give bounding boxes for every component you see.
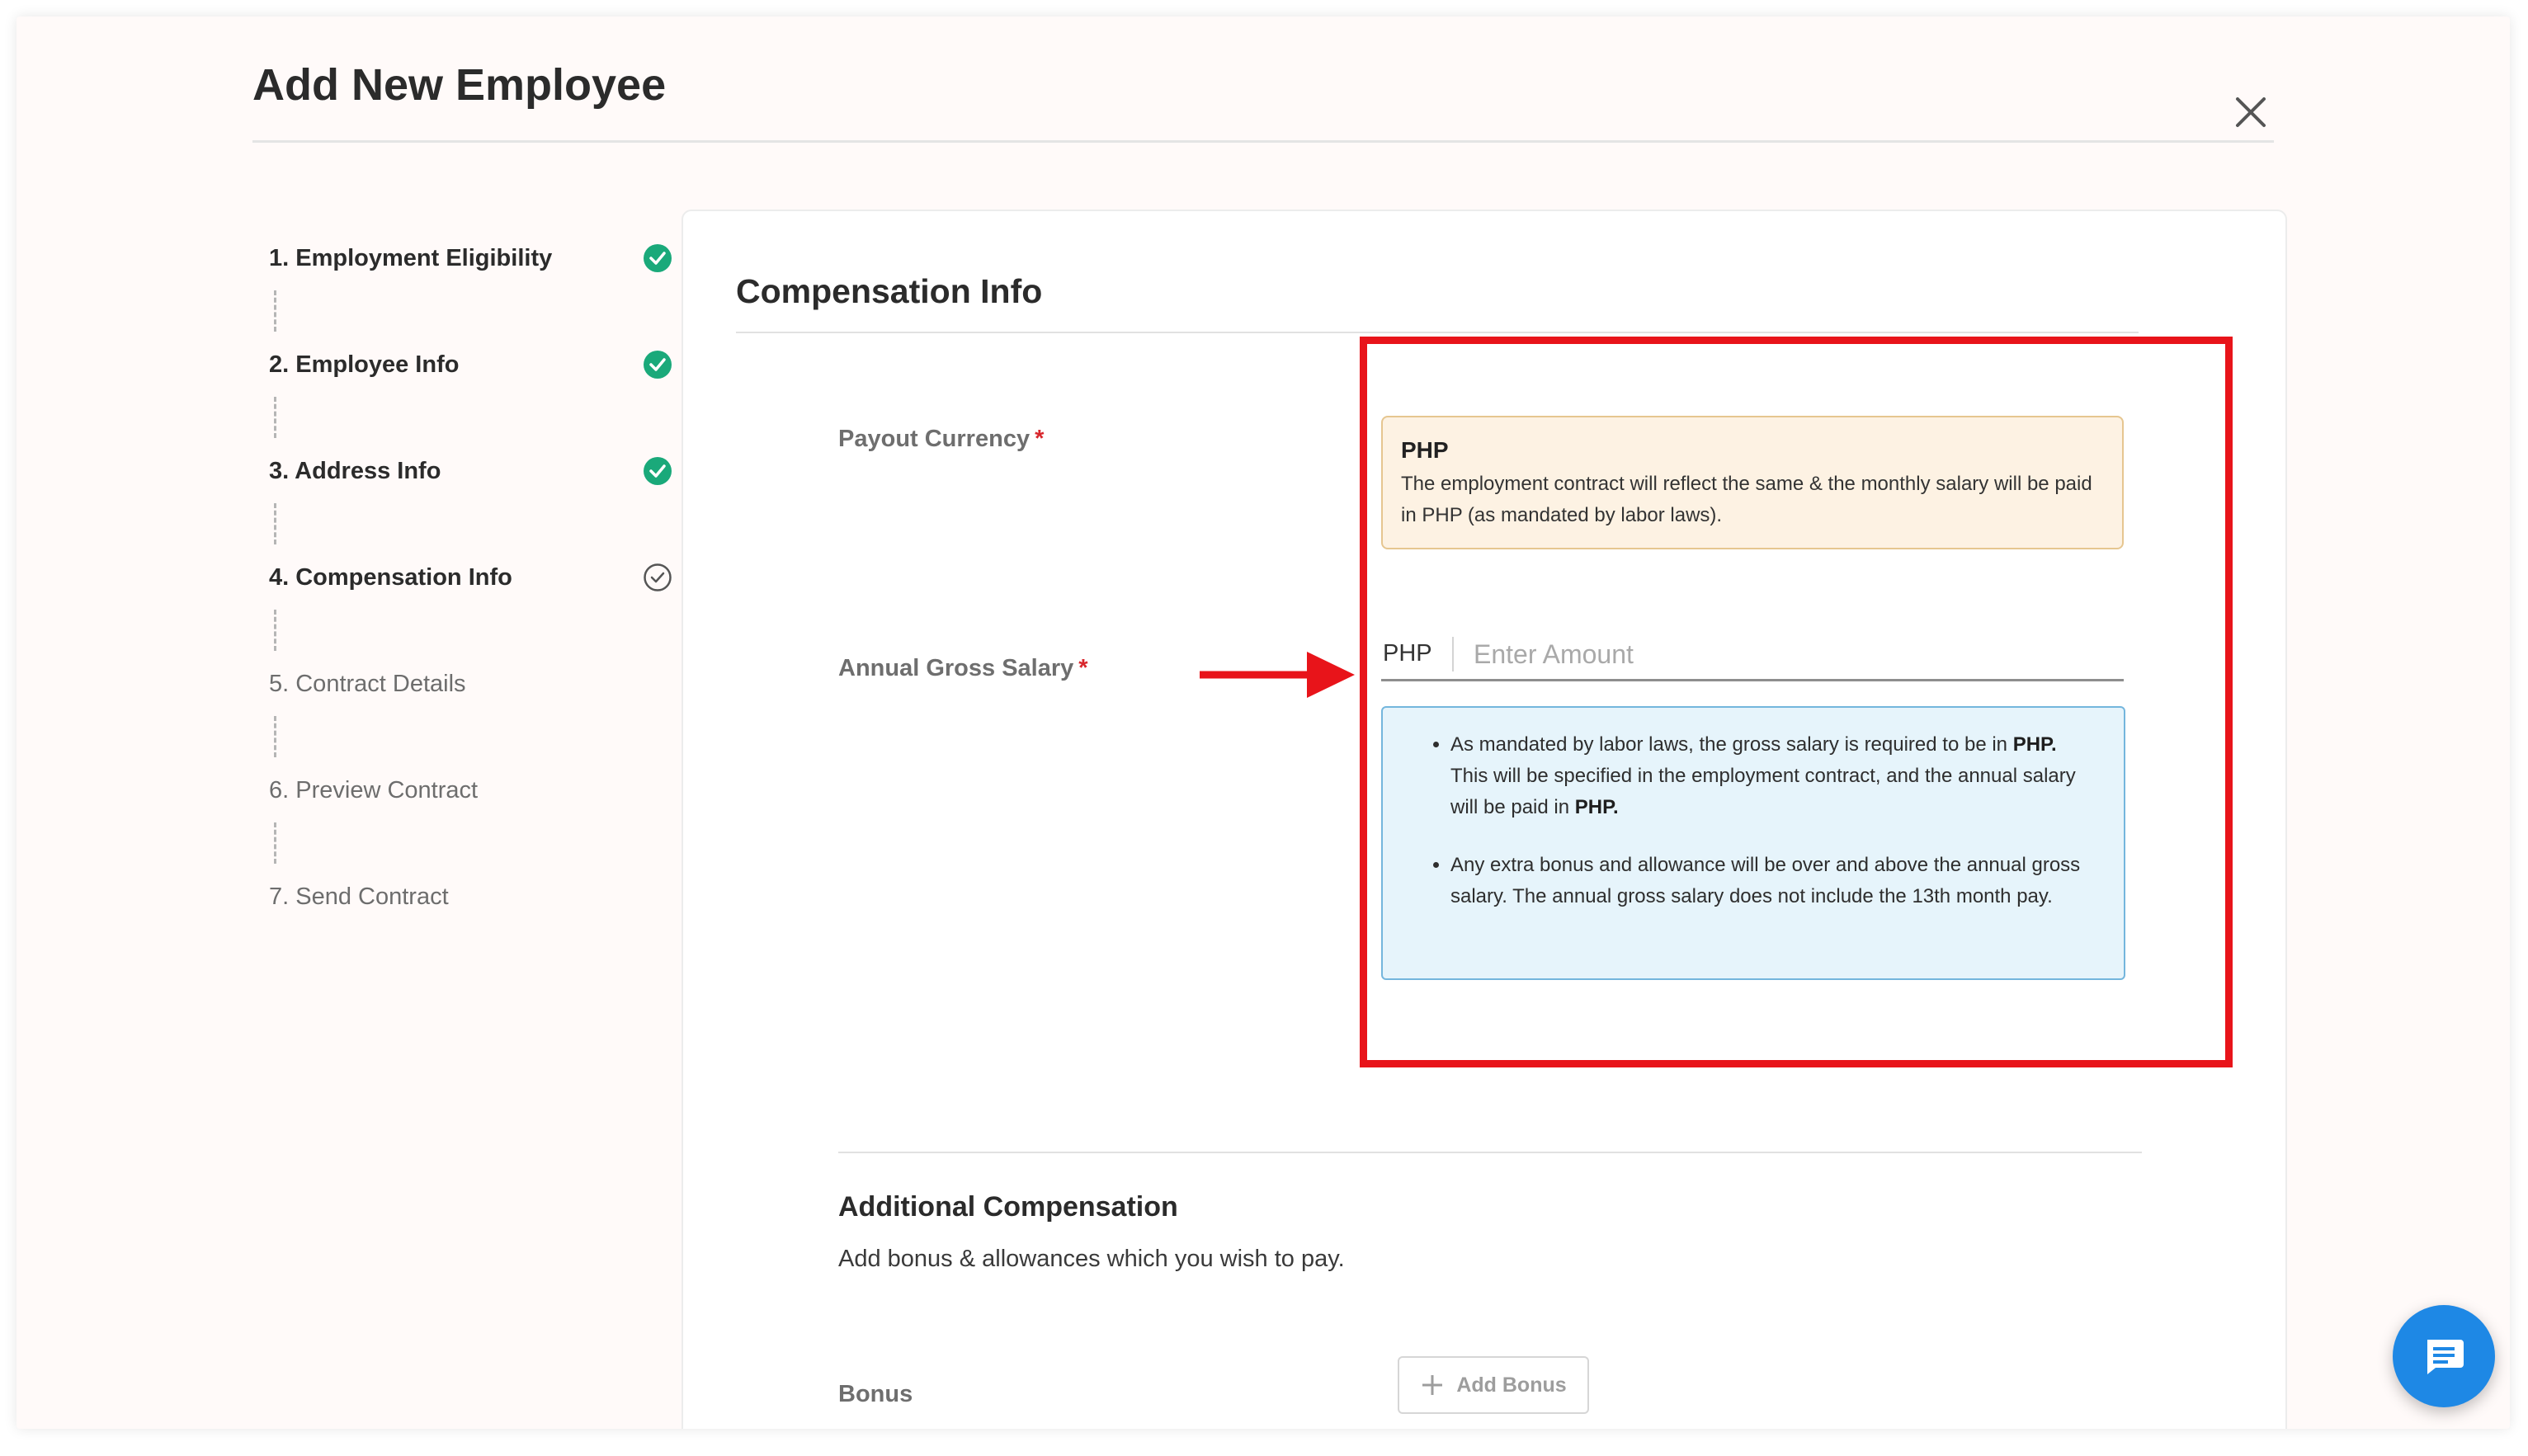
section-title: Compensation Info bbox=[736, 272, 1043, 310]
currency-notice-text: The employment contract will reflect the same & the monthly salary will be paid in PHP (as mandated by labor laws). bbox=[1401, 473, 2092, 526]
close-icon bbox=[2228, 89, 2274, 135]
step-connector bbox=[274, 716, 276, 757]
additional-compensation-title: Additional Compensation bbox=[838, 1191, 1178, 1223]
required-mark: * bbox=[1035, 426, 1045, 452]
step-contract-details[interactable] bbox=[269, 663, 673, 704]
info-bold-text: PHP. bbox=[1574, 796, 1619, 818]
info-bullet: • Any extra bonus and allowance will be over and above the annual gross salary. The annual gross salary does not include the 13th month pay. bbox=[1450, 850, 2099, 912]
chat-icon bbox=[2422, 1336, 2465, 1378]
info-list bbox=[1442, 729, 2099, 912]
step-label: 5. Contract Details bbox=[269, 671, 466, 697]
payout-currency-label bbox=[838, 426, 1044, 453]
step-label: 3. Address Info bbox=[269, 458, 441, 484]
prefix-divider bbox=[1452, 637, 1454, 671]
step-label: 6. Preview Contract bbox=[269, 777, 479, 803]
check-circle-filled-icon bbox=[642, 455, 673, 487]
chat-button[interactable] bbox=[2393, 1305, 2495, 1407]
currency-prefix: PHP bbox=[1383, 640, 1432, 667]
additional-divider bbox=[838, 1152, 2142, 1153]
step-label: 4. Compensation Info bbox=[269, 564, 512, 591]
step-label: 7. Send Contract bbox=[269, 883, 449, 910]
step-employee-info[interactable] bbox=[269, 344, 673, 385]
step-compensation-info[interactable] bbox=[269, 557, 673, 598]
info-text: As mandated by labor laws, the gross salary is required to be in bbox=[1450, 733, 2013, 756]
step-connector bbox=[274, 503, 276, 544]
arrow-right-icon bbox=[1196, 648, 1358, 701]
add-employee-modal bbox=[17, 16, 2510, 1429]
annual-salary-label bbox=[838, 655, 1088, 682]
step-connector bbox=[274, 290, 276, 332]
step-label: 1. Employment Eligibility bbox=[269, 245, 553, 271]
step-send-contract[interactable] bbox=[269, 876, 673, 917]
step-label: 2. Employee Info bbox=[269, 351, 460, 378]
close-button[interactable] bbox=[2228, 89, 2274, 135]
payout-currency-label-text: Payout Currency bbox=[838, 426, 1031, 452]
annual-salary-input[interactable] bbox=[1472, 634, 2119, 675]
step-employment-eligibility[interactable] bbox=[269, 238, 673, 279]
plus-icon bbox=[1420, 1373, 1445, 1397]
required-mark: * bbox=[1078, 655, 1088, 681]
salary-info-box bbox=[1381, 706, 2125, 980]
step-address-info[interactable] bbox=[269, 450, 673, 492]
section-divider bbox=[736, 332, 2139, 333]
check-circle-outline-icon bbox=[642, 562, 673, 593]
step-connector bbox=[274, 397, 276, 438]
step-connector bbox=[274, 822, 276, 864]
payout-currency-notice bbox=[1381, 416, 2124, 549]
add-bonus-button[interactable] bbox=[1398, 1356, 1589, 1414]
modal-title: Add New Employee bbox=[252, 60, 667, 110]
add-bonus-label: Add Bonus bbox=[1456, 1373, 1567, 1397]
step-connector bbox=[274, 610, 276, 651]
currency-code: PHP bbox=[1401, 437, 1449, 463]
annual-salary-label-text: Annual Gross Salary bbox=[838, 655, 1074, 681]
info-bullet bbox=[1450, 729, 2099, 823]
step-preview-contract[interactable] bbox=[269, 770, 673, 811]
header-divider bbox=[252, 140, 2274, 143]
info-text: This will be specified in the employment contract, and the annual salary will be paid in bbox=[1450, 765, 2076, 818]
check-circle-filled-icon bbox=[642, 243, 673, 274]
bonus-label: Bonus bbox=[838, 1381, 913, 1407]
additional-compensation-description: Add bonus & allowances which you wish to pay. bbox=[838, 1246, 1345, 1272]
check-circle-filled-icon bbox=[642, 349, 673, 380]
info-bold-text: PHP. bbox=[2012, 733, 2057, 756]
annual-salary-field bbox=[1381, 634, 2124, 681]
